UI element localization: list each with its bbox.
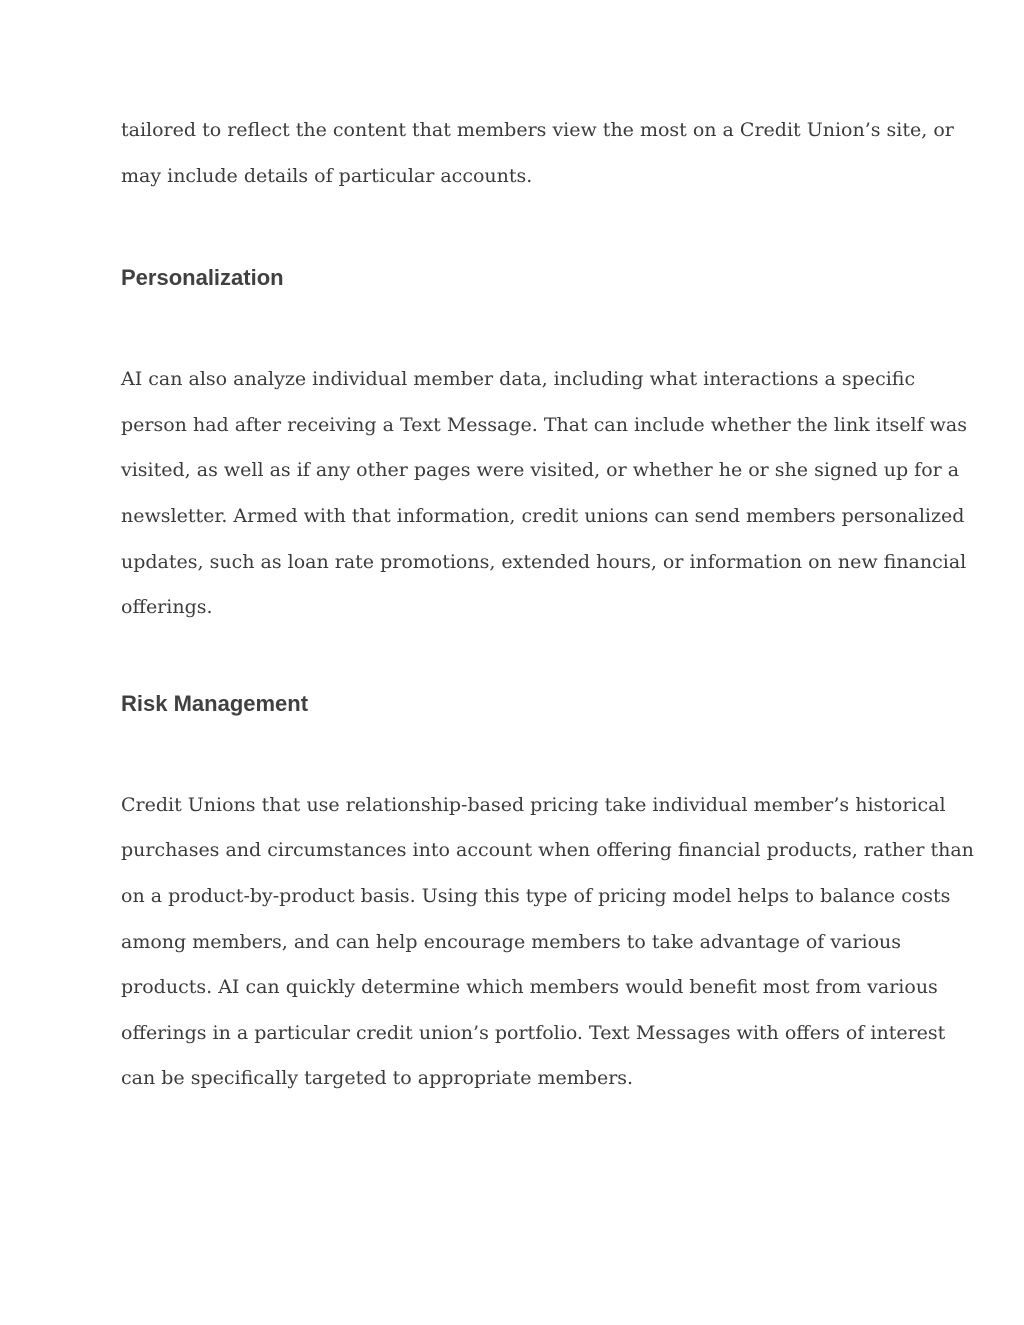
document-body — [121, 108, 974, 1102]
paragraph-line: may include details of particular accounts. — [121, 164, 533, 187]
paragraph-line: among members, and can help encourage members to take advantage of various — [121, 930, 902, 953]
paragraph-line: newsletter. Armed with that information, credit unions can send members personalized — [121, 504, 965, 527]
paragraph-line: updates, such as loan rate promotions, extended hours, or information on new financial — [121, 550, 967, 573]
paragraph-line: offerings in a particular credit union’s portfolio. Text Messages with offers of interest — [121, 1021, 946, 1044]
paragraph-line: Credit Unions that use relationship-based pricing take individual member’s historical — [121, 793, 946, 816]
paragraph-line: person had after receiving a Text Message. That can include whether the link itself was — [121, 413, 967, 436]
personalization-paragraph — [121, 357, 967, 631]
section-heading-risk-management: Risk Management — [121, 690, 309, 716]
paragraph-line: can be specifically targeted to appropriate members. — [121, 1067, 634, 1090]
paragraph-line: visited, as well as if any other pages were visited, or whether he or she signed up for a — [121, 459, 960, 482]
paragraph-line: offerings. — [121, 596, 213, 619]
risk-management-paragraph — [121, 783, 974, 1102]
paragraph-line: purchases and circumstances into account when offering financial products, rather than — [121, 839, 974, 862]
paragraph-line: AI can also analyze individual member data, including what interactions a specific — [121, 368, 916, 391]
paragraph-line: on a product-by-product basis. Using this type of pricing model helps to balance costs — [121, 884, 951, 907]
intro-paragraph — [121, 108, 954, 199]
paragraph-line: tailored to reflect the content that members view the most on a Credit Union’s site, or — [121, 119, 954, 141]
paragraph-line: products. AI can quickly determine which members would benefit most from various — [121, 976, 938, 999]
section-heading-personalization: Personalization — [121, 265, 284, 291]
